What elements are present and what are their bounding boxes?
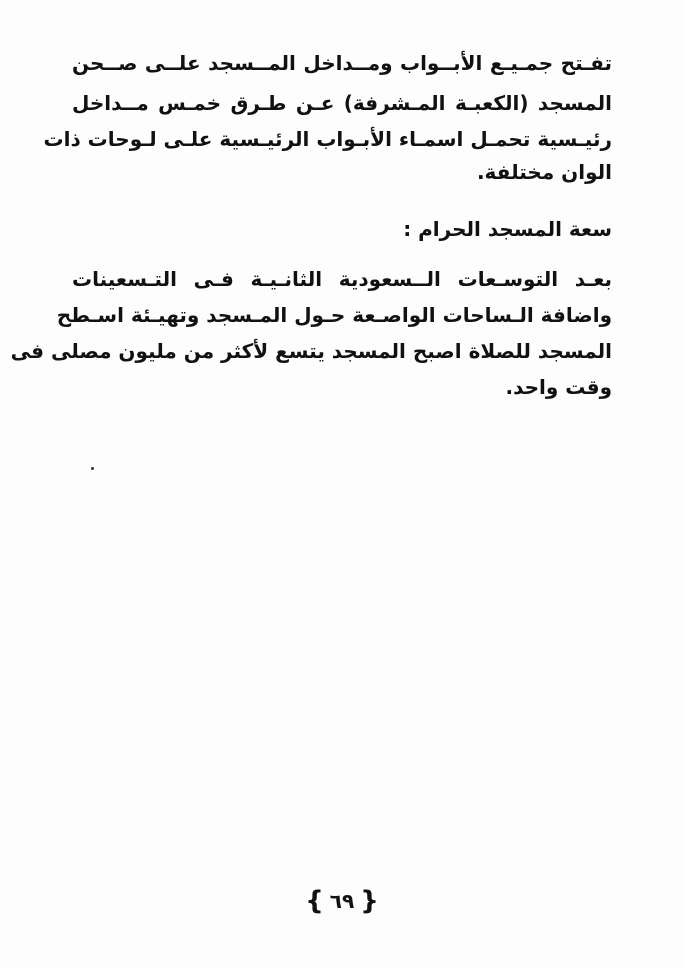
paragraph-1-line-2: المسجد (الكعبـة المـشرفة) عـن طـرق خمـس مــداخل [72, 91, 612, 115]
brace-close: } [360, 885, 379, 916]
page-number: ٦٩ [329, 888, 355, 913]
paragraph-2-line-3: المسجد للصلاة اصبح المسجد يتسع لأكثر من مليون مصلى فى [10, 339, 612, 363]
stray-dot [91, 467, 94, 470]
paragraph-2-line-4: وقت واحد. [505, 375, 612, 399]
section-heading: سعة المسجد الحرام : [403, 217, 612, 241]
brace-open: { [305, 885, 324, 916]
paragraph-2-line-2: واضافة الـساحات الواصـعة حـول المـسجد وتهيـئة اسـطح [56, 303, 612, 327]
paragraph-1-line-1: تفـتح جمـيـع الأبــواب ومــداخل المــسجد علــى صــحن [72, 51, 612, 75]
paragraph-2-line-1: بعـد التوسـعات الــسعودية الثانـيـة فـى التـسعينات [72, 267, 612, 291]
paragraph-1-line-4: الوان مختلفة. [476, 160, 612, 184]
paragraph-1-line-3: رئيـسية تحمـل اسمـاء الأبـواب الرئيـسية علـى لـوحات ذات [43, 127, 612, 151]
page-number-footer [0, 882, 684, 918]
